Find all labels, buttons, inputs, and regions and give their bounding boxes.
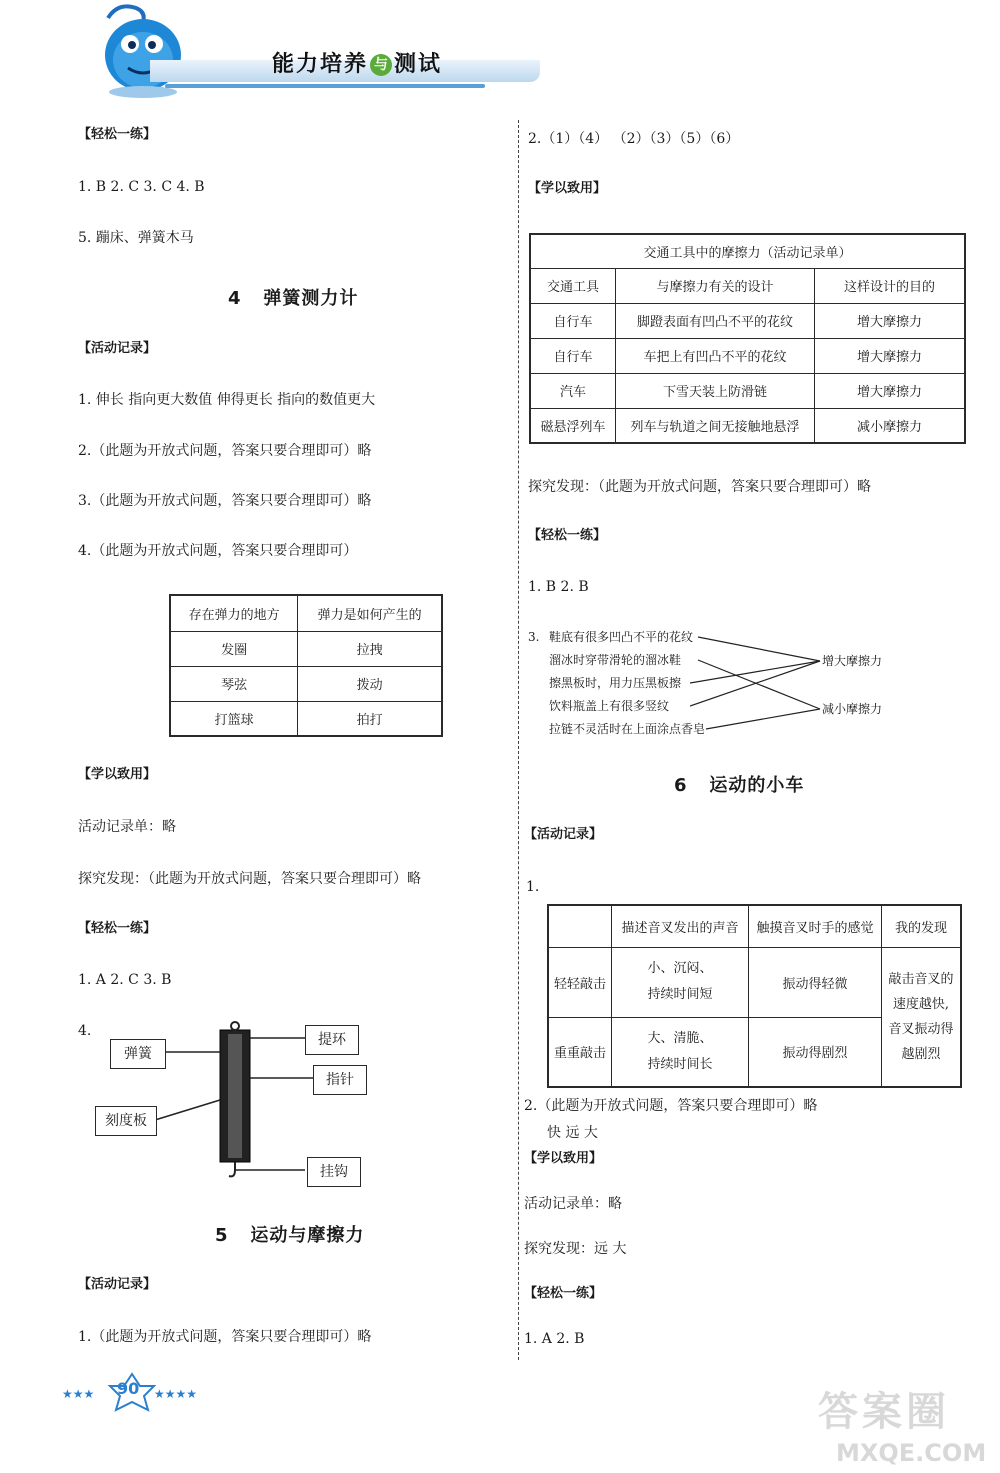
answer-line: 2.（此题为开放式问题，答案只要合理即可）略 xyxy=(524,1098,818,1114)
matching-lines xyxy=(690,628,825,738)
table-cell: 脚蹬表面有凹凸不平的花纹 xyxy=(616,303,815,338)
table-row xyxy=(170,666,442,701)
match-right-item: 增大摩擦力 xyxy=(822,654,883,668)
table-cell: 增大摩擦力 xyxy=(815,373,966,408)
table-cell: 增大摩擦力 xyxy=(815,338,966,373)
lesson-heading: 6 运动的小车 xyxy=(674,775,805,796)
table-caption: 交通工具中的摩擦力（活动记录单） xyxy=(530,234,965,268)
section-label: 【轻松一练】 xyxy=(528,528,607,543)
table-header xyxy=(548,905,612,947)
label-hook: 挂钩 xyxy=(307,1157,361,1187)
answer-line: 4.（此题为开放式问题，答案只要合理即可） xyxy=(78,543,358,559)
answer-line: 探究发现：远 大 xyxy=(524,1241,627,1257)
answer-line: 1. A 2. B xyxy=(524,1331,585,1347)
answer-line: 活动记录单：略 xyxy=(78,819,176,835)
table-cell: 增大摩擦力 xyxy=(815,303,966,338)
table-row xyxy=(530,303,965,338)
section-label: 【活动记录】 xyxy=(78,1277,157,1292)
table-cell: 重重敲击 xyxy=(548,1017,612,1087)
svg-text:★★★: ★★★ xyxy=(62,1387,95,1401)
answer-line: 1. xyxy=(526,879,540,895)
match-right-item: 减小摩擦力 xyxy=(822,702,883,716)
answer-line: 探究发现：（此题为开放式问题，答案只要合理即可）略 xyxy=(78,871,421,887)
table-row xyxy=(530,338,965,373)
label-pointer: 指针 xyxy=(313,1065,367,1095)
table-cell: 发圈 xyxy=(170,631,298,666)
section-label: 【活动记录】 xyxy=(524,827,603,842)
section-label: 【学以致用】 xyxy=(78,767,157,782)
answer-line: 活动记录单：略 xyxy=(524,1196,622,1212)
table-cell: 打篮球 xyxy=(170,701,298,736)
table-cell: 小、沉闷、 持续时间短 xyxy=(612,947,749,1017)
section-label: 【轻松一练】 xyxy=(78,921,157,936)
table-cell: 振动得轻微 xyxy=(749,947,882,1017)
table-cell-finding: 敲击音叉的 速度越快, 音叉振动得 越剧烈 xyxy=(882,947,962,1087)
table-cell: 拉拽 xyxy=(298,631,442,666)
page-header-title: 能力培养 与 测试 xyxy=(272,52,443,77)
table-cell: 磁悬浮列车 xyxy=(530,408,616,443)
table-header: 存在弹力的地方 xyxy=(170,595,298,631)
answer-line: 4. xyxy=(78,1023,92,1039)
match-left-item: 溜冰时穿带滑轮的溜冰鞋 xyxy=(549,653,682,667)
answer-line: 1. 伸长 指向更大数值 伸得更长 指向的数值更大 xyxy=(78,392,376,408)
answer-line: 快 远 大 xyxy=(547,1125,598,1141)
elastic-force-table xyxy=(169,594,443,737)
section-label: 【活动记录】 xyxy=(78,341,157,356)
table-row xyxy=(530,373,965,408)
section-label: 【轻松一练】 xyxy=(78,127,157,142)
table-cell: 汽车 xyxy=(530,373,616,408)
match-left-item: 擦黑板时，用力压黑板擦 xyxy=(549,676,682,690)
tuning-fork-table xyxy=(547,904,962,1088)
label-spring: 弹簧 xyxy=(110,1039,166,1069)
table-cell: 拍打 xyxy=(298,701,442,736)
answer-line: 1. B 2. B xyxy=(528,579,589,595)
table-header: 触摸音叉时手的感觉 xyxy=(749,905,882,947)
lesson-heading: 4 弹簧测力计 xyxy=(228,288,359,309)
label-scale-board: 刻度板 xyxy=(95,1106,157,1136)
match-number: 3. xyxy=(528,630,540,644)
answer-line: 1.（此题为开放式问题，答案只要合理即可）略 xyxy=(78,1329,372,1345)
match-left-item: 拉链不灵活时在上面涂点香皂 xyxy=(549,722,706,736)
answer-line: 3.（此题为开放式问题，答案只要合理即可）略 xyxy=(78,493,372,509)
answer-line: 5. 蹦床、弹簧木马 xyxy=(78,230,194,246)
section-label: 【轻松一练】 xyxy=(524,1286,603,1301)
table-cell: 自行车 xyxy=(530,303,616,338)
table-row xyxy=(170,701,442,736)
table-header: 交通工具 xyxy=(530,268,616,303)
section-label: 【学以致用】 xyxy=(528,181,607,196)
label-ring: 提环 xyxy=(305,1025,359,1055)
table-row xyxy=(548,947,961,1017)
table-cell: 拨动 xyxy=(298,666,442,701)
table-header: 弹力是如何产生的 xyxy=(298,595,442,631)
table-cell: 大、清脆、 持续时间长 xyxy=(612,1017,749,1087)
page-number: 90 xyxy=(117,1379,140,1398)
answer-line: 探究发现：（此题为开放式问题，答案只要合理即可）略 xyxy=(528,479,871,495)
table-header: 我的发现 xyxy=(882,905,962,947)
table-row xyxy=(170,631,442,666)
friction-record-table xyxy=(529,233,966,444)
table-cell: 车把上有凹凸不平的花纹 xyxy=(616,338,815,373)
table-cell: 轻轻敲击 xyxy=(548,947,612,1017)
table-cell: 琴弦 xyxy=(170,666,298,701)
table-cell: 振动得剧烈 xyxy=(749,1017,882,1087)
match-left-item: 饮料瓶盖上有很多竖纹 xyxy=(549,699,670,713)
table-header: 描述音叉发出的声音 xyxy=(612,905,749,947)
watermark-logo: 答案圈 xyxy=(818,1389,950,1435)
table-cell: 下雪天装上防滑链 xyxy=(616,373,815,408)
answer-line: 1. A 2. C 3. B xyxy=(78,972,172,988)
svg-text:★★★★: ★★★★ xyxy=(154,1387,198,1401)
watermark-url: MXQE.COM xyxy=(836,1439,987,1467)
table-cell: 列车与轨道之间无接触地悬浮 xyxy=(616,408,815,443)
table-row xyxy=(530,408,965,443)
lesson-heading: 5 运动与摩擦力 xyxy=(215,1225,365,1246)
table-cell: 减小摩擦力 xyxy=(815,408,966,443)
answer-line: 2.（1）（4） （2）（3）（5）（6） xyxy=(528,131,740,147)
match-left-item: 鞋底有很多凹凸不平的花纹 xyxy=(549,630,694,644)
table-header: 与摩擦力有关的设计 xyxy=(616,268,815,303)
table-header: 这样设计的目的 xyxy=(815,268,966,303)
answer-line: 2.（此题为开放式问题，答案只要合理即可）略 xyxy=(78,443,372,459)
section-label: 【学以致用】 xyxy=(524,1151,603,1166)
answer-line: 1. B 2. C 3. C 4. B xyxy=(78,179,205,195)
table-cell: 自行车 xyxy=(530,338,616,373)
column-divider xyxy=(518,120,520,1360)
